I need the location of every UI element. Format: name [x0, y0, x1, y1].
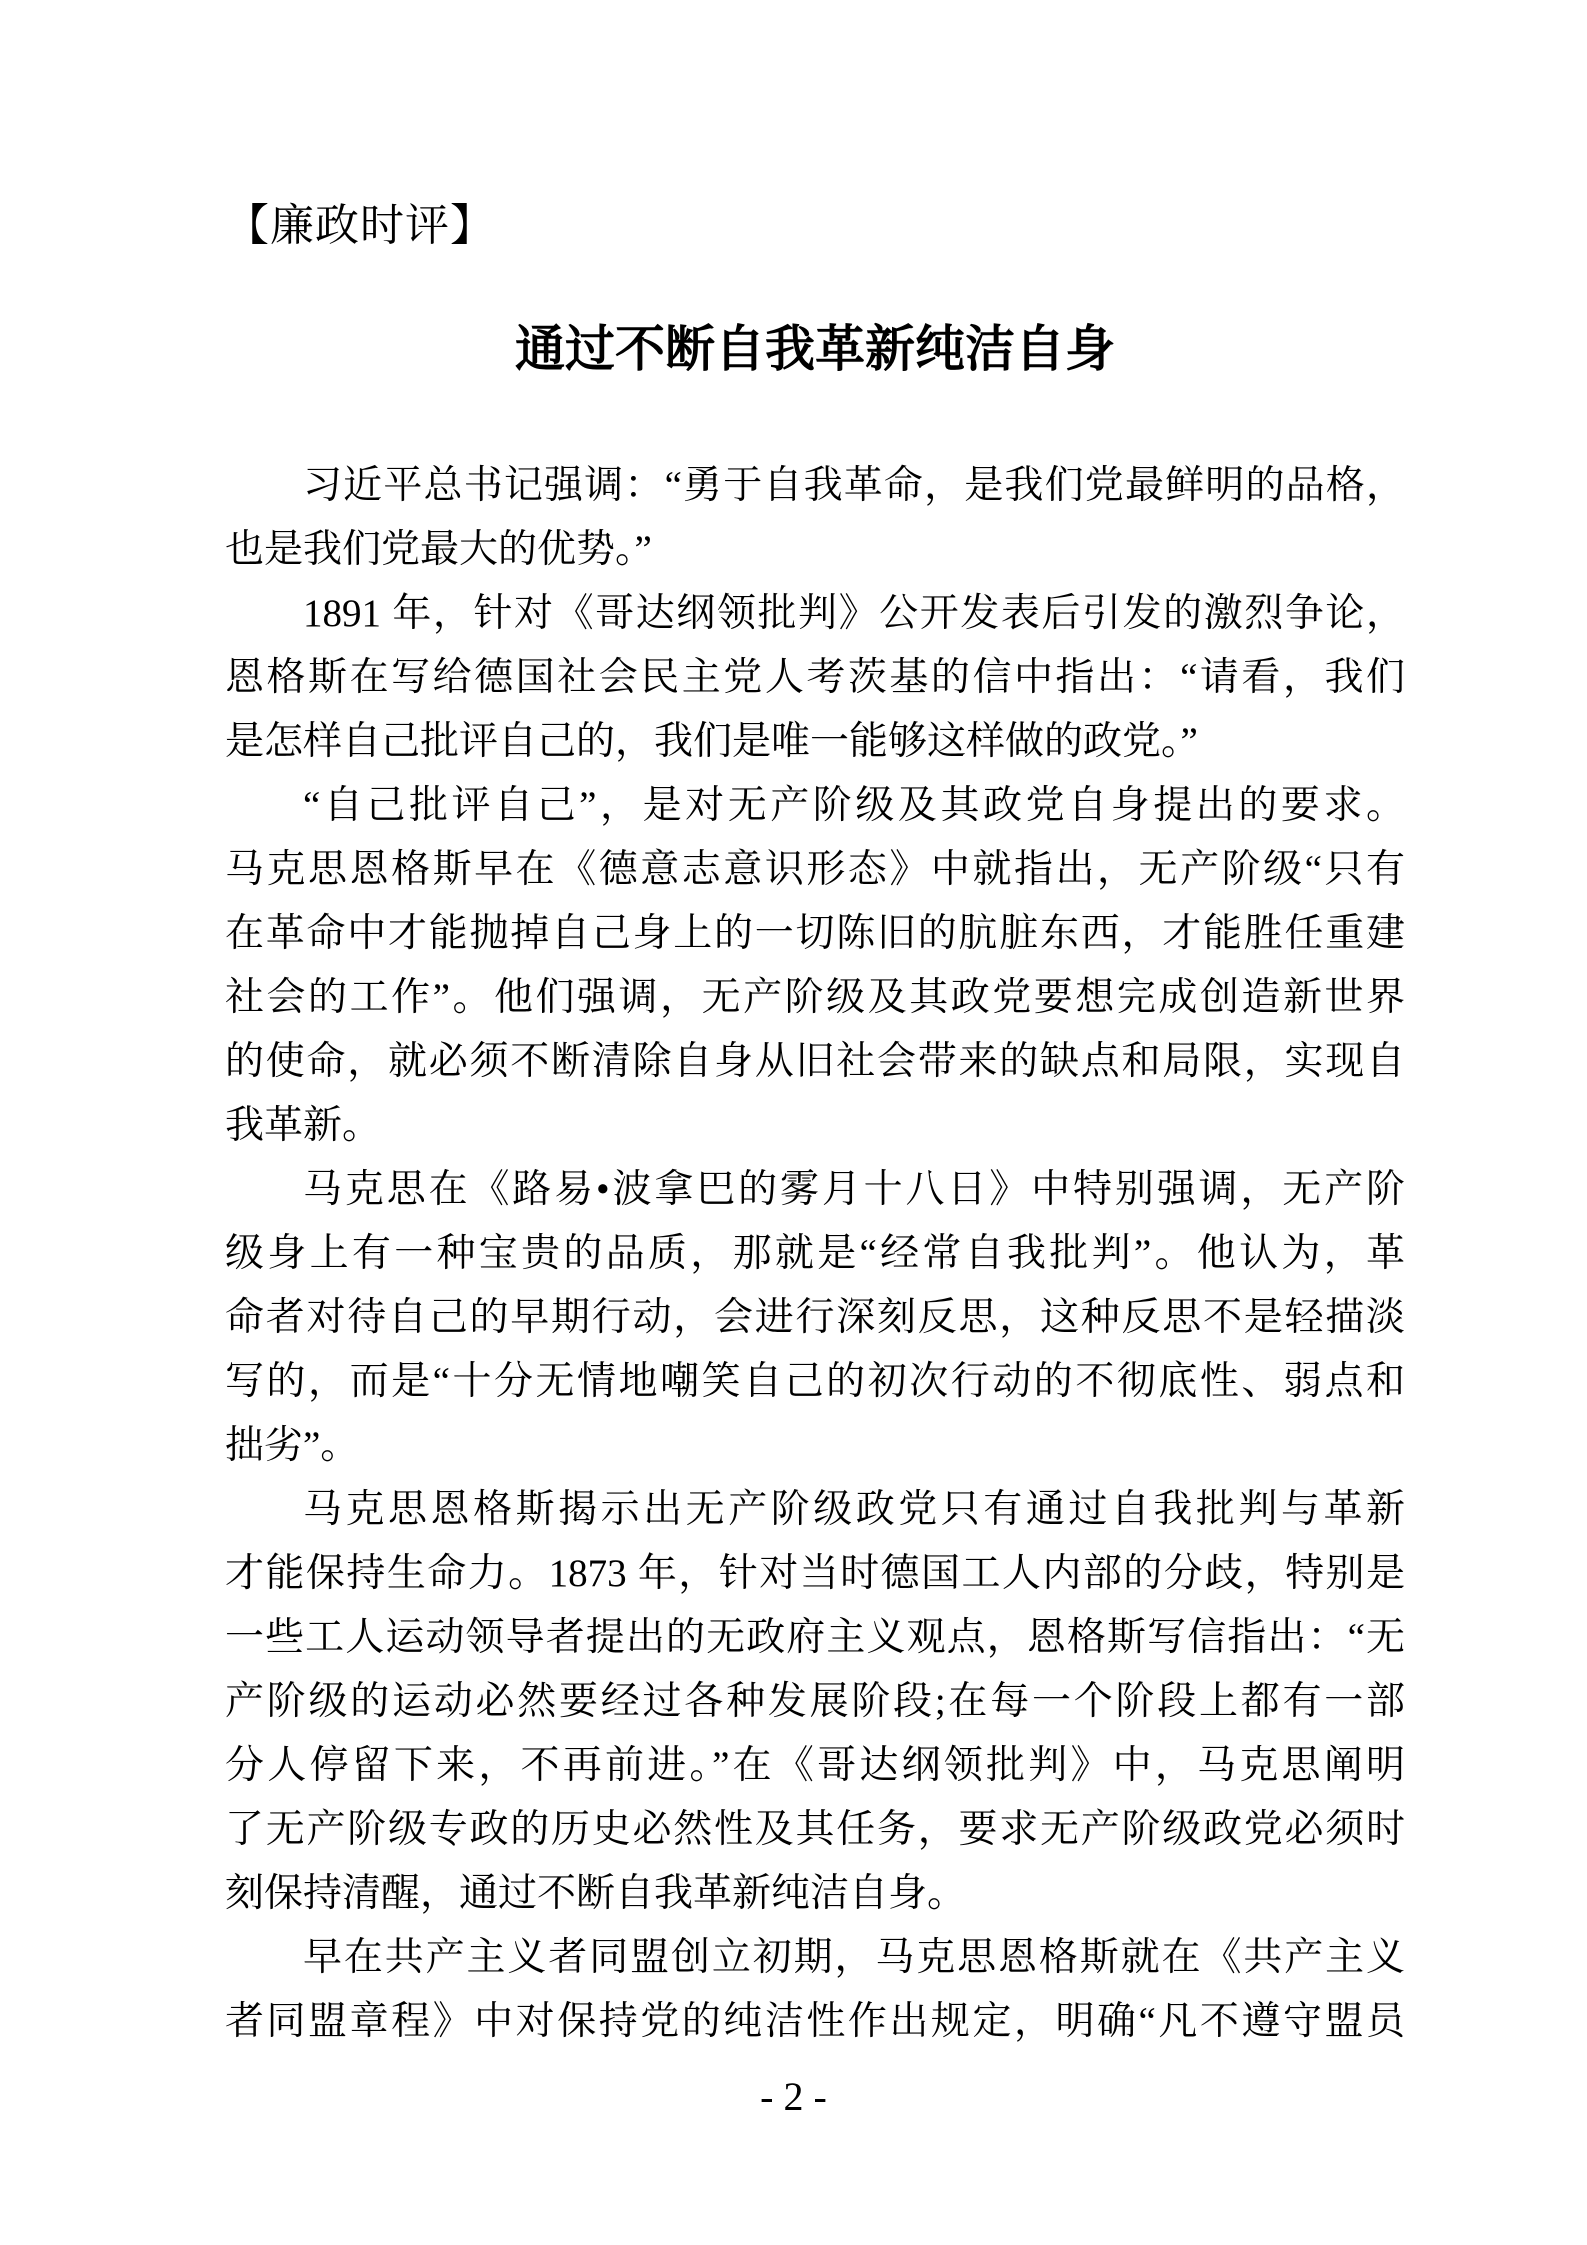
paragraph — [225, 774, 1405, 1158]
page-footer — [0, 2072, 1587, 2122]
section-tag: 【廉政时评】 — [225, 201, 495, 250]
body-line: 写的，而是“十分无情地嘲笑自己的初次行动的不彻底性、弱点和 — [225, 1360, 1405, 1403]
paragraph — [225, 1158, 1405, 1478]
document-title: 通过不断自我革新纯洁自身 — [515, 321, 1115, 377]
body-line: 命者对待自己的早期行动，会进行深刻反思，这种反思不是轻描淡 — [225, 1296, 1405, 1339]
paragraph — [225, 1926, 1405, 2054]
body-line: 习近平总书记强调：“勇于自我革命，是我们党最鲜明的品格， — [303, 464, 1405, 507]
body-line: 拙劣”。 — [225, 1424, 360, 1467]
page-number: - 2 - — [760, 2074, 827, 2119]
paragraph — [225, 582, 1405, 774]
body-line: 恩格斯在写给德国社会民主党人考茨基的信中指出：“请看，我们 — [225, 656, 1405, 699]
body-line: 是怎样自己批评自己的，我们是唯一能够这样做的政党。” — [225, 720, 1198, 763]
body-line: 分人停留下来，不再前进。”在《哥达纲领批判》中，马克思阐明 — [225, 1744, 1405, 1787]
body-line: 的使命，就必须不断清除自身从旧社会带来的缺点和局限，实现自 — [225, 1040, 1405, 1083]
body-line: 产阶级的运动必然要经过各种发展阶段;在每一个阶段上都有一部 — [225, 1680, 1405, 1723]
body-line: 刻保持清醒，通过不断自我革新纯洁自身。 — [225, 1872, 967, 1915]
body-line: 才能保持生命力。1873 年，针对当时德国工人内部的分歧，特别是 — [225, 1552, 1405, 1595]
body-line: 级身上有一种宝贵的品质，那就是“经常自我批判”。他认为，革 — [225, 1232, 1405, 1275]
paragraph — [225, 1478, 1405, 1926]
body-line: 社会的工作”。他们强调，无产阶级及其政党要想完成创造新世界 — [225, 976, 1405, 1019]
body-line: 者同盟章程》中对保持党的纯洁性作出规定，明确“凡不遵守盟员 — [225, 2000, 1405, 2043]
body-line: 马克思恩格斯早在《德意志意识形态》中就指出，无产阶级“只有 — [225, 848, 1405, 891]
body-line: 马克思恩格斯揭示出无产阶级政党只有通过自我批判与革新 — [303, 1488, 1405, 1531]
body-line: 也是我们党最大的优势。” — [225, 528, 652, 571]
body-line: 我革新。 — [225, 1104, 382, 1147]
paragraph — [225, 454, 1405, 582]
body-line: 1891 年，针对《哥达纲领批判》公开发表后引发的激烈争论， — [303, 592, 1405, 635]
body-line: 了无产阶级专政的历史必然性及其任务，要求无产阶级政党必须时 — [225, 1808, 1405, 1851]
body-line: 一些工人运动领导者提出的无政府主义观点，恩格斯写信指出：“无 — [225, 1616, 1405, 1659]
body-line: 早在共产主义者同盟创立初期，马克思恩格斯就在《共产主义 — [303, 1936, 1405, 1979]
body-line: “自己批评自己”，是对无产阶级及其政党自身提出的要求。 — [303, 784, 1405, 827]
document-body — [225, 454, 1405, 2054]
body-line: 马克思在《路易•波拿巴的雾月十八日》中特别强调，无产阶 — [303, 1168, 1405, 1211]
body-line: 在革命中才能抛掉自己身上的一切陈旧的肮脏东西，才能胜任重建 — [225, 912, 1405, 955]
